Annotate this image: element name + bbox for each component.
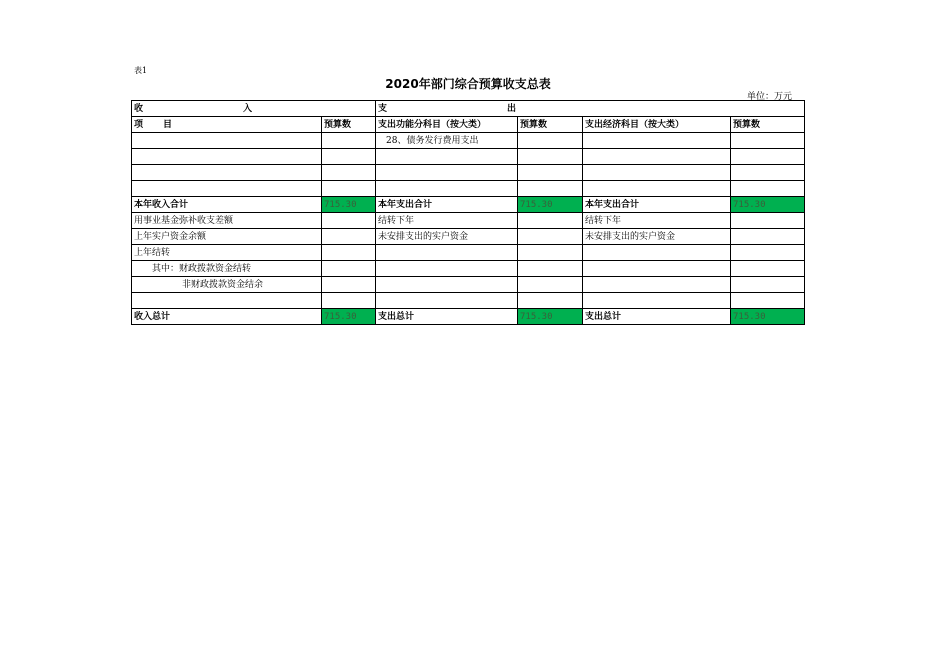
table-cell <box>731 261 805 277</box>
expense-grand-econ-label: 支出总计 <box>583 309 731 325</box>
table-cell <box>376 245 518 261</box>
unarranged-econ-cell: 未安排支出的实户资金 <box>583 229 731 245</box>
table-cell <box>322 261 376 277</box>
table-cell <box>322 165 376 181</box>
table-cell <box>322 245 376 261</box>
table-row <box>132 101 805 117</box>
table-cell <box>518 277 583 293</box>
table-cell <box>518 261 583 277</box>
table-cell <box>731 213 805 229</box>
table-row <box>132 197 805 213</box>
table-cell <box>322 229 376 245</box>
table-row <box>132 229 805 245</box>
unarranged-func-cell: 未安排支出的实户资金 <box>376 229 518 245</box>
table-cell <box>132 149 322 165</box>
expense-total-func-label: 本年支出合计 <box>376 197 518 213</box>
table-row <box>132 149 805 165</box>
expense-total-econ-label: 本年支出合计 <box>583 197 731 213</box>
expense-grand-func-label: 支出总计 <box>376 309 518 325</box>
table-cell <box>583 165 731 181</box>
table-cell <box>322 213 376 229</box>
func-category-header-cell: 支出功能分科目（按大类） <box>376 117 518 133</box>
table-cell <box>731 149 805 165</box>
fund-offset-cell: 用事业基金弥补收支差额 <box>132 213 322 229</box>
table-cell <box>376 293 518 309</box>
table-row <box>132 133 805 149</box>
table-cell <box>731 165 805 181</box>
carry-next-func-cell: 结转下年 <box>376 213 518 229</box>
table-cell <box>518 181 583 197</box>
table-cell <box>731 181 805 197</box>
table-cell <box>518 213 583 229</box>
table-cell <box>132 165 322 181</box>
income-grand-value: 715.30 <box>322 309 376 325</box>
budget-table <box>131 100 805 325</box>
table-row <box>132 293 805 309</box>
table-cell <box>376 277 518 293</box>
table-row <box>132 165 805 181</box>
expense-total-econ-value: 715.30 <box>731 197 805 213</box>
table-cell <box>132 181 322 197</box>
func-item-cell: 28、债务发行费用支出 <box>376 133 518 149</box>
table-cell <box>376 165 518 181</box>
non-fiscal-cell: 非财政拨款资金结余 <box>132 277 322 293</box>
table-cell <box>518 149 583 165</box>
table-cell <box>731 245 805 261</box>
econ-category-header-cell: 支出经济科目（按大类） <box>583 117 731 133</box>
page-title: 2020年部门综合预算收支总表 <box>385 77 551 91</box>
income-grand-label: 收入总计 <box>132 309 322 325</box>
budget-header-cell: 预算数 <box>518 117 583 133</box>
table-cell <box>376 181 518 197</box>
income-total-value: 715.30 <box>322 197 376 213</box>
budget-header-cell: 预算数 <box>731 117 805 133</box>
table-cell <box>731 133 805 149</box>
table-cell <box>376 261 518 277</box>
table-row <box>132 261 805 277</box>
table-cell <box>322 133 376 149</box>
table-cell <box>518 165 583 181</box>
table-cell <box>518 133 583 149</box>
unit-label: 单位：万元 <box>746 92 792 102</box>
table-cell <box>376 149 518 165</box>
table-row <box>132 213 805 229</box>
table-cell <box>132 133 322 149</box>
income-header-cell: 收 入 <box>132 101 376 117</box>
table-cell <box>583 277 731 293</box>
table-row <box>132 181 805 197</box>
table-cell <box>322 277 376 293</box>
table-cell <box>731 277 805 293</box>
table-cell <box>518 245 583 261</box>
table-row <box>132 309 805 325</box>
table-cell <box>322 149 376 165</box>
table-row <box>132 117 805 133</box>
table-cell <box>322 181 376 197</box>
table-cell <box>731 293 805 309</box>
expense-total-func-value: 715.30 <box>518 197 583 213</box>
table-cell <box>322 293 376 309</box>
sheet-tag: 表1 <box>134 66 148 75</box>
prev-balance-cell: 上年实户资金余额 <box>132 229 322 245</box>
table-cell <box>583 181 731 197</box>
income-total-label: 本年收入合计 <box>132 197 322 213</box>
table-cell <box>132 293 322 309</box>
table-row <box>132 277 805 293</box>
table-cell <box>583 293 731 309</box>
item-header-cell: 项 目 <box>132 117 322 133</box>
of-which-fiscal-cell: 其中：财政拨款资金结转 <box>132 261 322 277</box>
carry-next-econ-cell: 结转下年 <box>583 213 731 229</box>
table-cell <box>583 133 731 149</box>
table-cell <box>583 245 731 261</box>
table-cell <box>518 229 583 245</box>
prev-carry-cell: 上年结转 <box>132 245 322 261</box>
expense-header-cell: 支 出 <box>376 101 805 117</box>
table-cell <box>731 229 805 245</box>
table-cell <box>583 149 731 165</box>
expense-grand-econ-value: 715.30 <box>731 309 805 325</box>
expense-grand-func-value: 715.30 <box>518 309 583 325</box>
table-cell <box>518 293 583 309</box>
table-row <box>132 245 805 261</box>
budget-header-cell: 预算数 <box>322 117 376 133</box>
table-cell <box>583 261 731 277</box>
